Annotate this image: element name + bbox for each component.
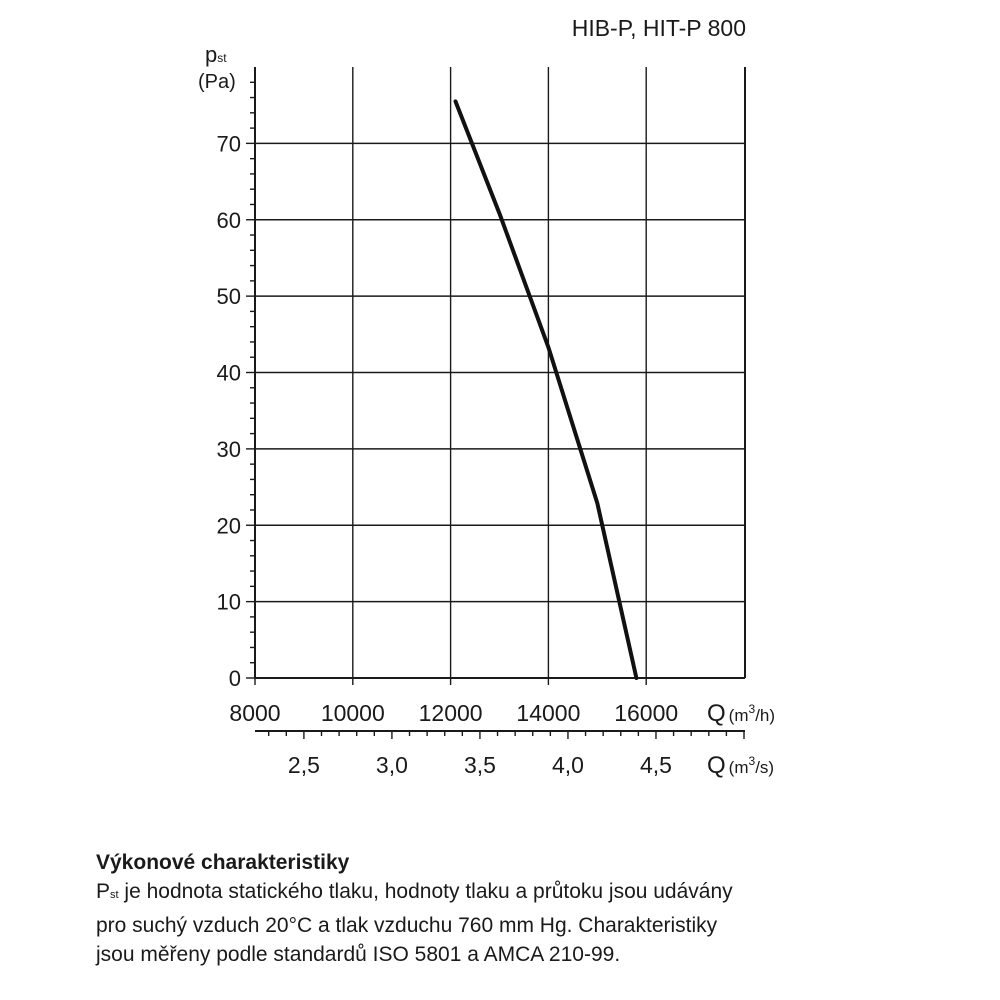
x-secondary-tick-label: 2,5 — [287, 752, 320, 778]
x-primary-tick-label: 12000 — [418, 700, 483, 726]
caption-p-sub: st — [110, 889, 119, 901]
axes — [246, 67, 745, 739]
caption-line-1 — [96, 877, 976, 911]
x-axis-secondary-unit-post: /s) — [755, 758, 775, 777]
caption-line-1-text: je hodnota statického tlaku, hodnoty tlaku a průtoku jsou udávány — [118, 880, 733, 903]
y-axis-label-sub: st — [217, 51, 227, 65]
y-tick-label: 10 — [216, 589, 241, 615]
x-secondary-tick-label: 3,5 — [463, 752, 496, 778]
y-tick-label: 20 — [216, 513, 241, 539]
chart-labels — [198, 15, 775, 779]
y-axis-unit: (Pa) — [198, 71, 236, 93]
y-tick-label: 60 — [216, 207, 241, 233]
x-axis-secondary-unit-pre: (m — [728, 758, 749, 777]
x-secondary-tick-label: 3,0 — [375, 752, 408, 778]
x-axis-secondary-label — [707, 752, 774, 779]
x-secondary-tick-label: 4,0 — [551, 752, 584, 778]
y-tick-label: 30 — [216, 436, 241, 462]
grid — [255, 67, 745, 678]
chart-title: HIB-P, HIT-P 800 — [571, 15, 746, 41]
x-axis-primary-label — [707, 700, 775, 727]
x-axis-primary-unit-post: /h) — [755, 706, 776, 725]
y-axis-label-main: p — [205, 42, 218, 67]
series-line — [456, 101, 637, 678]
caption-p-main: P — [96, 880, 111, 903]
x-primary-tick-label: 8000 — [229, 700, 281, 726]
caption-line-2: pro suchý vzduch 20°C a tlak vzduchu 760 mm Hg. Charakteristiky — [96, 913, 718, 937]
x-axis-secondary-label-main: Q — [707, 752, 726, 779]
y-tick-label: 40 — [216, 360, 241, 386]
x-axis-primary-unit-pre: (m — [728, 706, 749, 725]
caption-line-3: jsou měřeny podle standardů ISO 5801 a AMCA 210-99. — [96, 943, 621, 966]
x-primary-tick-label: 16000 — [614, 700, 679, 726]
x-axis-secondary-unit-sup: 3 — [748, 754, 756, 768]
x-secondary-tick-label: 4,5 — [639, 752, 672, 778]
caption-title: Výkonové charakteristiky — [96, 851, 350, 874]
series — [455, 101, 636, 678]
y-tick-label: 70 — [216, 131, 241, 157]
x-axis-primary-unit-sup: 3 — [748, 702, 756, 716]
y-tick-label: 0 — [228, 666, 241, 691]
caption — [96, 848, 976, 970]
x-axis-primary-label-main: Q — [707, 700, 726, 727]
y-tick-label: 50 — [216, 284, 241, 310]
y-axis-label — [205, 42, 227, 67]
caption-body — [96, 877, 976, 970]
x-primary-tick-label: 10000 — [320, 700, 385, 726]
x-primary-tick-label: 14000 — [516, 700, 581, 726]
